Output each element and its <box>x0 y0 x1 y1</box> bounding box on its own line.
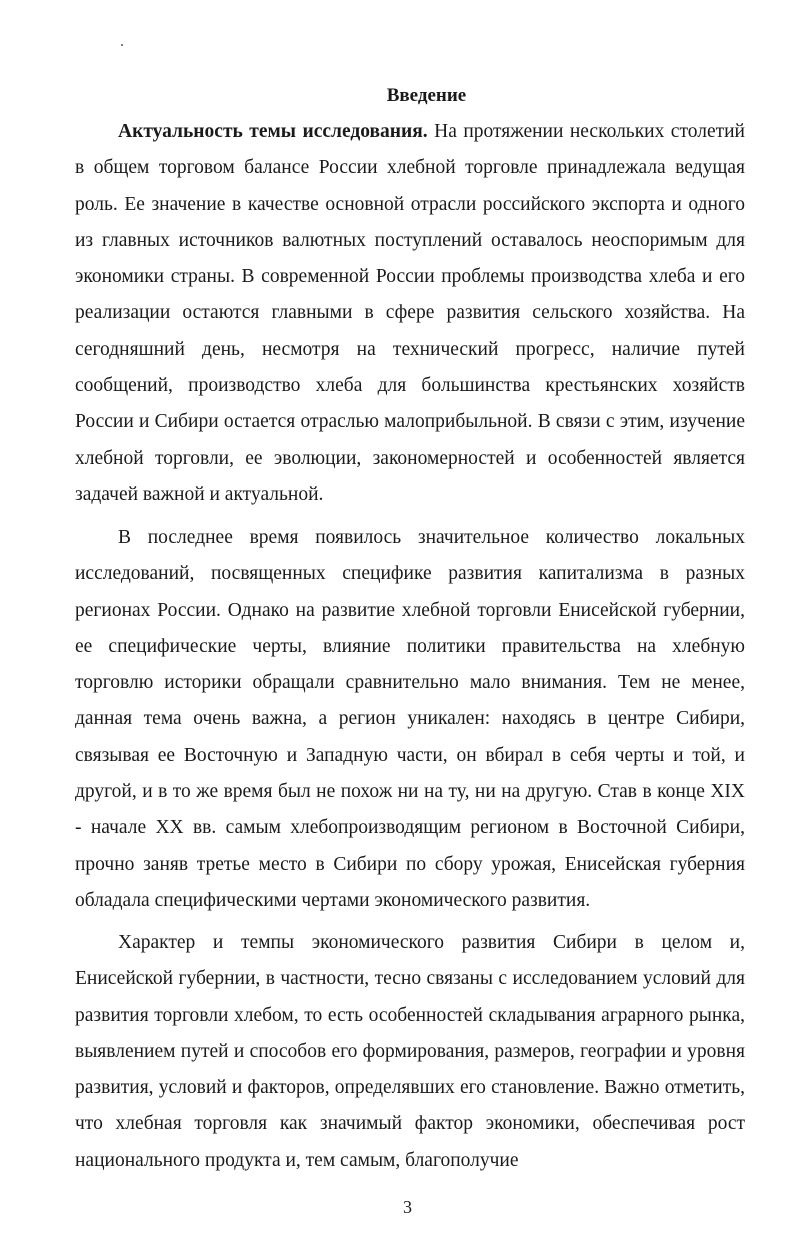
paragraph-body: В последнее время появилось значительное количество локальных исследований, посвященных специфике развития капитализма в разных регионах России. Однако на развитие хлебной торговли Енисейской губернии, ее специфические черты, влияние политики правительства на хлебную торговлю историки обращали сравнительно мало внимания. Тем не менее, данная тема очень важна, а регион уникален: находясь в центре Сибири, связывая ее Восточную и Западную части, он вбирал в себя черты и той, и другой, и в то же время был не похож ни на ту, ни на другую. Став в конце XIX - начале XX вв. самым хлебопроизводящим регионом в Восточной Сибири, прочно заняв третье место в Сибири по сбору урожая, Енисейская губерния обладала специфическими чертами экономического развития. <box>75 527 745 911</box>
paragraph-lead: Актуальность темы исследования. <box>118 121 428 142</box>
paragraph-economic-development <box>75 925 745 1179</box>
paragraph-relevance <box>75 114 745 513</box>
section-heading: Введение <box>386 85 467 106</box>
paragraph-text: На протяжении нескольких столетий в общем торговом балансе России хлебной торговле принадлежала ведущая роль. Ее значение в качестве основной отрасли российского экспорта и одного из главных источников валютных поступлений оставалось неоспоримым для экономики страны. В современной России проблемы производства хлеба и его реализации остаются главными в сфере развития сельского хозяйства. На сегодняшний день, несмотря на технический прогресс, наличие путей сообщений, производство хлеба для большинства крестьянских хозяйств России и Сибири остается отраслью малоприбыльной. В связи с этим, изучение хлебной торговли, ее эволюции, закономерностей и особенностей является задачей важной и актуальной. <box>75 121 745 505</box>
scan-speck <box>121 44 123 46</box>
paragraph-body: Характер и темпы экономического развития Сибири в целом и, Енисейской губернии, в частности, тесно связаны с исследованием условий для развития торговли хлебом, то есть особенностей складывания аграрного рынка, выявлением путей и способов его формирования, размеров, географии и уровня развития, условий и факторов, определявших его становление. Важно отметить, что хлебная торговля как значимый фактор экономики, обеспечивая рост национального продукта и, тем самым, благополучие <box>75 932 745 1171</box>
paragraph-local-studies <box>75 520 745 919</box>
paragraph-body <box>75 114 745 513</box>
page-number: 3 <box>403 1197 412 1217</box>
